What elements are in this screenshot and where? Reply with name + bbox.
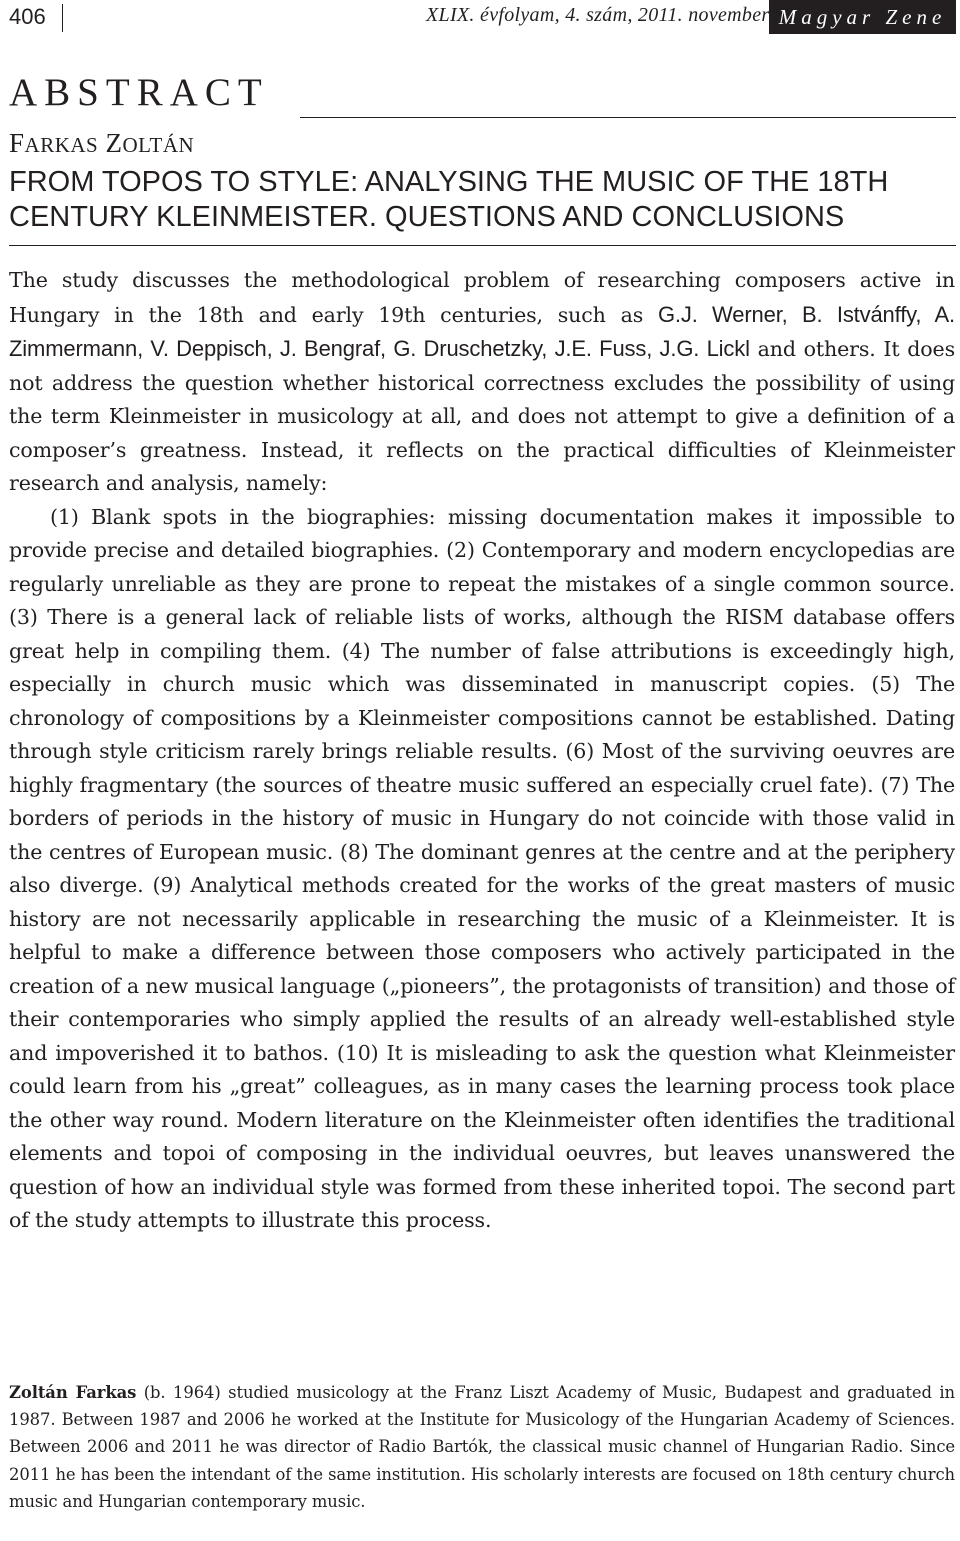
section-title-rule — [300, 117, 956, 118]
header-divider — [62, 4, 63, 32]
issue-info: XLIX. évfolyam, 4. szám, 2011. november — [426, 4, 770, 26]
bio-text: (b. 1964) studied musicology at the Franz Liszt Academy of Music, Budapest and graduated in 1987. Between 1987 and 2006 he worked at the Institute for Musicology of the Hungarian Academy of Sciences. Between 2006 and 2011 he was director of Radio Bartók, the classical music channel of Hungarian Radio. Since 2011 he has been the intendant of the same institution. His scholarly interests are focused on 18th century church music and Hungarian contemporary music. — [9, 1383, 955, 1511]
page-number: 406 — [9, 4, 46, 29]
author-bio — [9, 1379, 955, 1515]
abstract-paragraph: The study discusses the methodological problem of researching composers active in Hungary in the 18th and early 19th centuries, such as G.J. Werner, B. Istvánffy, A. Zimmermann, V. Deppisch, J. Bengraf, G. Druschetzky, J.E. Fuss, J.G. Lickl and others. It does not address the question whether historical correctness excludes the possibility of using the term Kleinmeister in musicology at all, and does not attempt to give a definition of a composer’s greatness. Instead, it reflects on the practical difficulties of Kleinmeister research and analysis, namely: — [9, 268, 955, 495]
abstract-body — [9, 264, 955, 1238]
running-header — [0, 0, 960, 38]
article-title: FROM TOPOS TO STYLE: ANALYSING THE MUSIC OF THE 18TH CENTURY KLEINMEISTER. QUESTIONS AND CONCLUSIONS — [9, 166, 889, 233]
author-name: FARKAS ZOLTÁN — [9, 128, 195, 158]
bio-author-name: Zoltán Farkas — [9, 1383, 137, 1402]
section-title: ABSTRACT — [9, 71, 269, 114]
abstract-paragraph: (1) Blank spots in the biographies: missing documentation makes it impossible to provide precise and detailed biographies. (2) Contemporary and modern encyclopedias are regularly unreliable as they are prone to repeat the mistakes of a single common source. (3) There is a general lack of reliable lists of works, although the RISM database offers great help in compiling them. (4) The number of false attributions is exceedingly high, especially in church music which was disseminated in manuscript copies. (5) The chronology of compositions by a Kleinmeister compositions cannot be established. Dating through style criticism rarely brings reliable results. (6) Most of the surviving oeuvres are highly fragmentary (the sources of theatre music suffered an especially cruel fate). (7) The borders of periods in the history of music in Hungary do not coincide with those valid in the centres of European music. (8) The dominant genres at the centre and at the periphery also diverge. (9) Analytical methods created for the works of the great masters of music history are not necessarily applicable in researching the music of a Kleinmeister. It is helpful to make a difference between those composers who actively participated in the creation of a new musical language („pioneers”, the protagonists of transition) and those of their contemporaries who simply applied the results of an already well-established style and impoverished it to bathos. (10) It is misleading to ask the question what Kleinmeister could learn from his „great” colleagues, as in many cases the learning process took place the other way round. Modern literature on the Kleinmeister often identifies the traditional elements and topoi of composing in the individual oeuvres, but leaves unanswered the question of how an individual style was formed from these inherited topoi. The second part of the study attempts to illustrate this process. — [9, 504, 955, 1232]
article-title-rule — [9, 245, 956, 246]
journal-name-badge: Magyar Zene — [769, 0, 956, 34]
